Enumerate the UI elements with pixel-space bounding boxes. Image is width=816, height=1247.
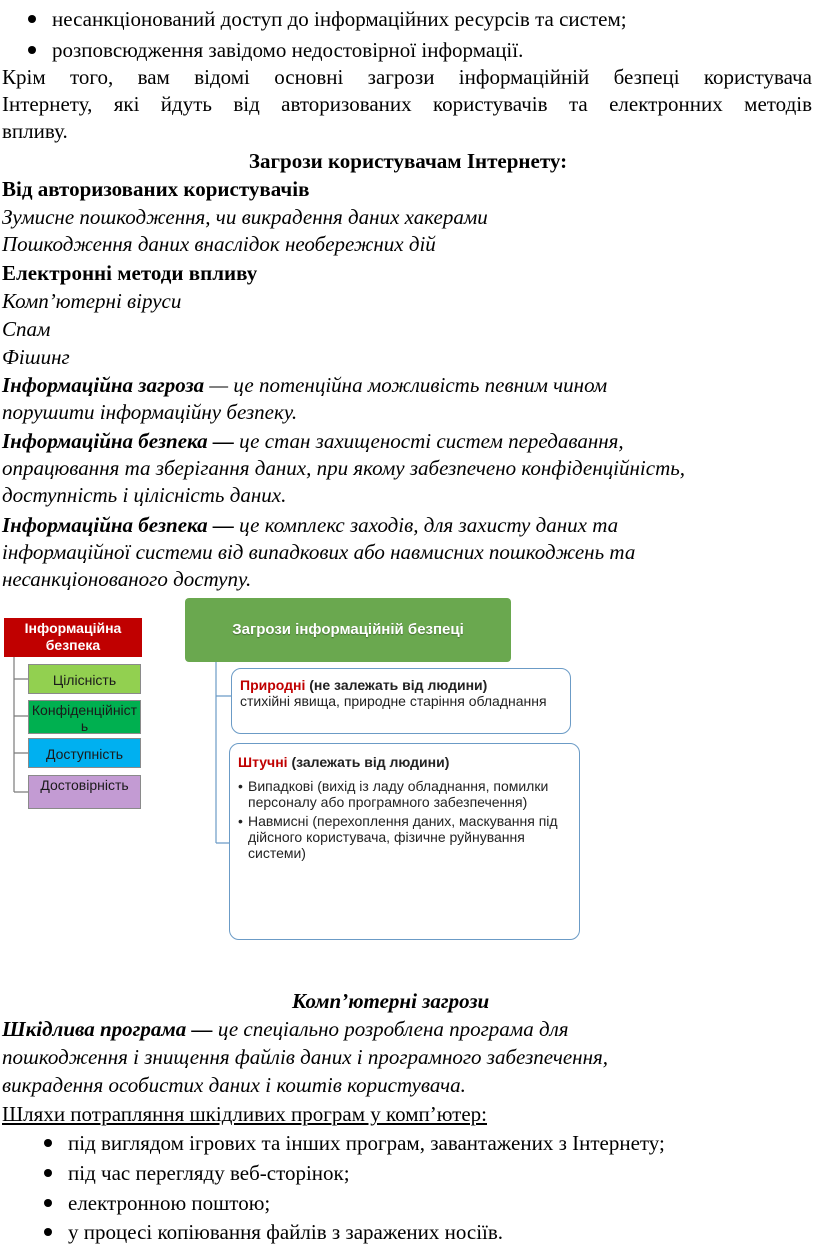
definition-line: порушити інформаційну безпеку. xyxy=(2,400,298,424)
way-item: під час перегляду веб-сторінок; xyxy=(44,1160,350,1186)
definition-line: доступність і цілісність даних. xyxy=(2,483,287,507)
ways-heading: Шляхи потрапляння шкідливих програм у комп’ютер: xyxy=(2,1102,487,1126)
artificial-threats-box xyxy=(229,743,580,940)
bullet-dot-icon: • xyxy=(238,778,243,794)
bullet-dot-icon: • xyxy=(238,813,243,829)
definition-term: Шкідлива програма — xyxy=(2,1017,213,1041)
authorized-item: Зумисне пошкодження, чи викрадення даних хакерами xyxy=(2,205,488,229)
definition-line: інформаційної системи від випадкових або навмисних пошкоджень та xyxy=(2,540,636,564)
way-item: під виглядом ігрових та інших програм, завантажених з Інтернету; xyxy=(44,1130,665,1156)
confidentiality-box: Конфіденційність xyxy=(28,700,141,734)
natural-label: Природні xyxy=(240,677,306,693)
computer-threats-title: Комп’ютерні загрози xyxy=(292,989,490,1013)
malware-definition-line: пошкодження і знищення файлів даних і програмного забезпечення, xyxy=(2,1045,609,1069)
definition-term: Інформаційна безпека — xyxy=(2,429,234,453)
way-item: електронною поштою; xyxy=(44,1190,270,1216)
definition-line: Інформаційна безпека — це стан захищеності систем передавання, xyxy=(2,429,624,453)
threats-root-box: Загрози інформаційній безпеці xyxy=(185,598,511,662)
malware-definition-line: викрадення особистих даних і коштів користувача. xyxy=(2,1073,466,1097)
threats-title: Загрози користувачам Інтернету: xyxy=(248,149,568,173)
electronic-item: Комп’ютерні віруси xyxy=(2,289,182,313)
electronic-item: Фішинг xyxy=(2,345,70,369)
intro-line: Інтернету, які йдуть від авторизованих користувачів та електронних методів xyxy=(2,92,812,116)
definition-line: Інформаційна безпека — це комплекс заходів, для захисту даних та xyxy=(2,513,619,537)
definition-line: опрацювання та зберігання даних, при якому забезпечено конфіденційність, xyxy=(2,456,686,480)
top-bullet: розповсюдження завідомо недостовірної інформації. xyxy=(28,37,523,63)
artificial-note: (залежать від людини) xyxy=(291,754,450,770)
security-root-box: Інформаційна безпека xyxy=(4,618,142,657)
integrity-box: Цілісність xyxy=(28,664,141,694)
definition-line: несанкціонованого доступу. xyxy=(2,567,252,591)
availability-box: Доступність xyxy=(28,738,141,768)
bullet-dot-icon xyxy=(44,1199,52,1207)
authorized-heading: Від авторизованих користувачів xyxy=(2,177,310,201)
authorized-item: Пошкодження даних внаслідок необережних дій xyxy=(2,232,436,256)
natural-threats-box xyxy=(231,668,571,734)
electronic-heading: Електронні методи впливу xyxy=(2,261,258,285)
malware-definition-line: Шкідлива програма — це спеціально розроблена програма для xyxy=(2,1017,569,1041)
intro-line: впливу. xyxy=(2,119,68,143)
top-bullet: несанкціонований доступ до інформаційних ресурсів та систем; xyxy=(28,6,627,32)
intro-line: Крім того, вам відомі основні загрози інформаційній безпеці користувача xyxy=(2,65,812,89)
artificial-label: Штучні xyxy=(238,754,288,770)
natural-note: (не залежать від людини) xyxy=(309,677,488,693)
reliability-box: Достовірність xyxy=(28,775,141,809)
natural-desc: стихійні явища, природне старіння обладнання xyxy=(240,693,547,709)
bullet-dot-icon xyxy=(44,1228,52,1236)
definition-line: Інформаційна загроза — це потенційна можливість певним чином xyxy=(2,373,608,397)
electronic-item: Спам xyxy=(2,317,51,341)
artificial-item: • Навмисні (перехоплення даних, маскування під дійсного користувача, фізичне руйнування системи) xyxy=(238,813,558,861)
artificial-item: • Випадкові (вихід із ладу обладнання, помилки персоналу або програмного забезпечення) xyxy=(238,778,549,810)
bullet-dot-icon xyxy=(44,1139,52,1147)
way-item: у процесі копіювання файлів з заражених носіїв. xyxy=(44,1219,503,1245)
bullet-dot-icon xyxy=(44,1169,52,1177)
definition-term: Інформаційна безпека — xyxy=(2,513,234,537)
definition-term: Інформаційна загроза xyxy=(2,373,205,397)
